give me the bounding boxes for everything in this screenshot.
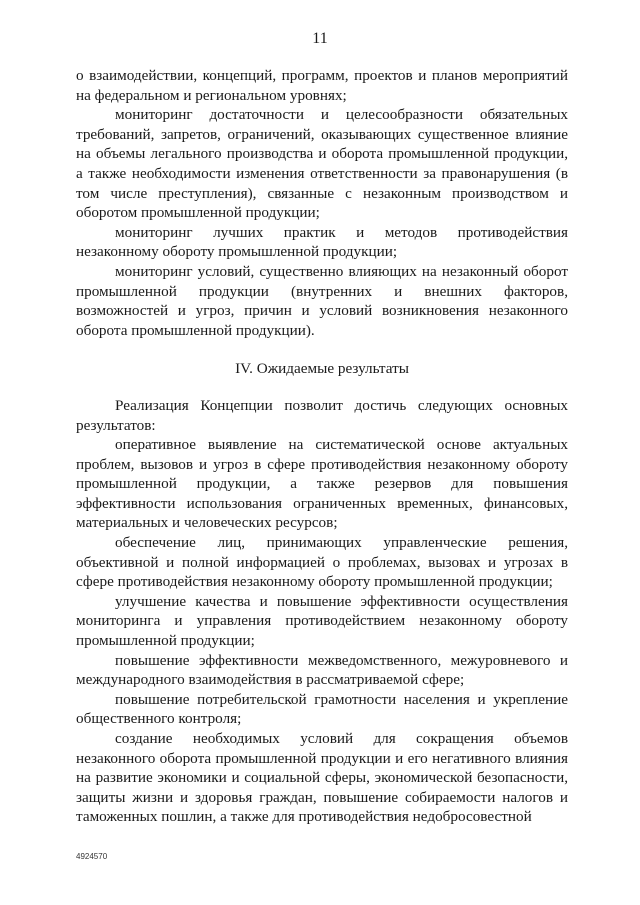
paragraph: обеспечение лиц, принимающих управленческие решения, объективной и полной информацией о проблемах, вызовах и угрозах в сфере противодействия незаконному обороту промышленной продукции; xyxy=(76,534,568,591)
paragraph: повышение эффективности межведомственного, межуровневого и международного взаимодействия в рассматриваемой сфере; xyxy=(76,651,568,689)
page-number: 11 xyxy=(312,30,328,47)
paragraph: оперативное выявление на систематической основе актуальных проблем, вызовов и угроз в сфере противодействия незаконному обороту промышленной продукции, а также резервов для повышения эффективности использования ограниченных временных, финансовых, материальных и человеческих ресурсов; xyxy=(76,436,568,532)
document-code: 4924570 xyxy=(76,852,108,861)
section-heading: IV. Ожидаемые результаты xyxy=(235,360,409,378)
paragraph: улучшение качества и повышение эффективности осуществления мониторинга и управления противодействием незаконному обороту промышленной продукции; xyxy=(76,592,568,650)
document-body xyxy=(76,66,568,827)
paragraph: мониторинг условий, существенно влияющих на незаконный оборот промышленной продукции (внутренних и внешних факторов, возможностей и угроз, причин и условий возникновения незаконного оборота промышленной продукции). xyxy=(76,262,568,339)
paragraph: о взаимодействии, концепций, программ, проектов и планов мероприятий на федеральном и региональном уровнях; xyxy=(76,67,568,104)
paragraph: создание необходимых условий для сокращения объемов незаконного оборота промышленной продукции и его негативного влияния на развитие экономики и социальной сферы, экономической безопасности, защиты жизни и здоровья граждан, повышение собираемости налогов и таможенных пошлин, а также для противодействия недобросовестной xyxy=(76,730,568,826)
paragraph: мониторинг достаточности и целесообразности обязательных требований, запретов, ограничений, оказывающих существенное влияние на объемы легального производства и оборота промышленной продукции, а также необходимости изменения ответственности за правонарушения (в том числе преступления), связанные с незаконным производством и оборотом промышленной продукции; xyxy=(76,106,568,222)
paragraph: Реализация Концепции позволит достичь следующих основных результатов: xyxy=(76,396,568,434)
paragraph: повышение потребительской грамотности населения и укрепление общественного контроля; xyxy=(76,690,568,728)
paragraph: мониторинг лучших практик и методов противодействия незаконному обороту промышленной продукции; xyxy=(76,223,568,261)
